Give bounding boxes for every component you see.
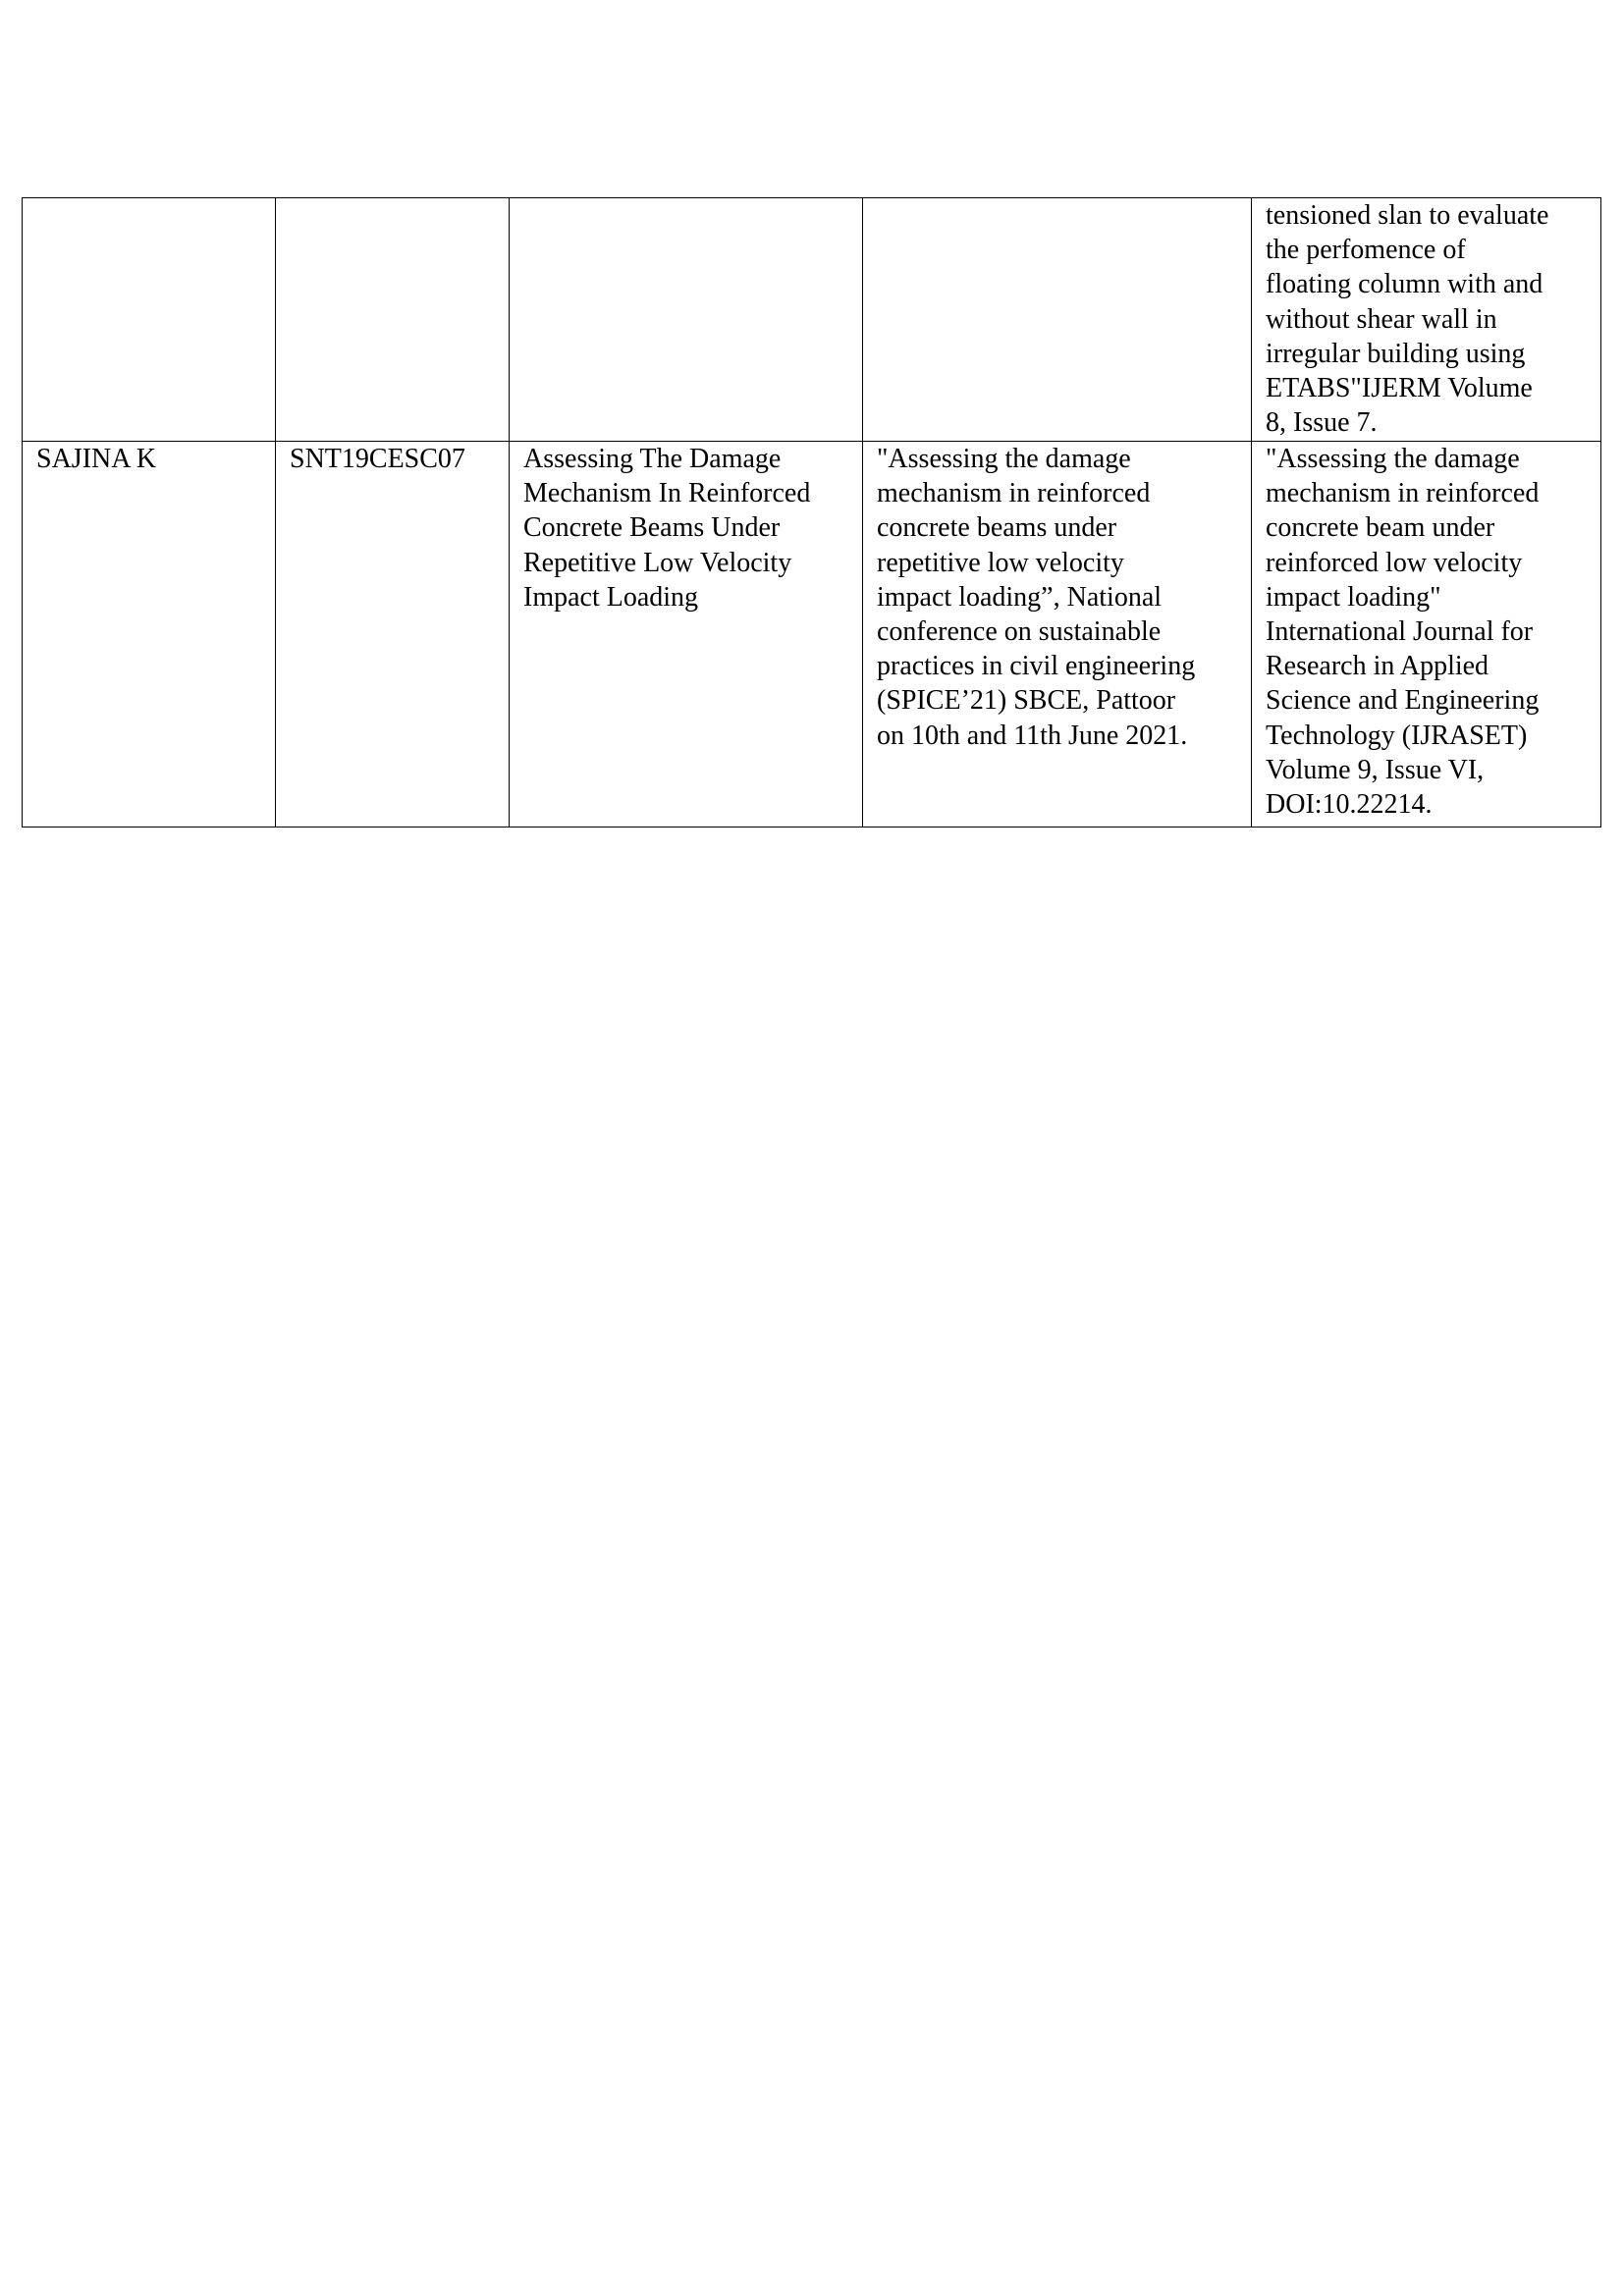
register-number-cell: SNT19CESC07 [276,442,510,828]
conference-publication-cell: "Assessing the damage mechanism in reinforced concrete beams under repetitive low velocity impact loading”, National conference on sustainable practices in civil engineering (SPICE’21) SBCE, Pattoor on 10th and 11th June 2021. [863,442,1252,828]
project-title-cell [510,198,863,442]
journal-publication-cell: "Assessing the damage mechanism in reinforced concrete beam under reinforced low velocity impact loading" International Journal for Research in Applied Science and Engineering Technology (IJRASET) Volume 9, Issue VI, DOI:10.22214. [1252,442,1601,828]
student-name-cell [23,198,276,442]
conference-publication-cell [863,198,1252,442]
table-row [23,198,1601,442]
journal-publication-cell: tensioned slan to evaluate the perfomence of floating column with and without shear wall in irregular building using ETABS"IJERM Volume 8, Issue 7. [1252,198,1601,442]
project-title-cell: Assessing The Damage Mechanism In Reinforced Concrete Beams Under Repetitive Low Velocity Impact Loading [510,442,863,828]
student-name-cell: SAJINA K [23,442,276,828]
table-row [23,442,1601,828]
publications-table [22,197,1601,828]
register-number-cell [276,198,510,442]
